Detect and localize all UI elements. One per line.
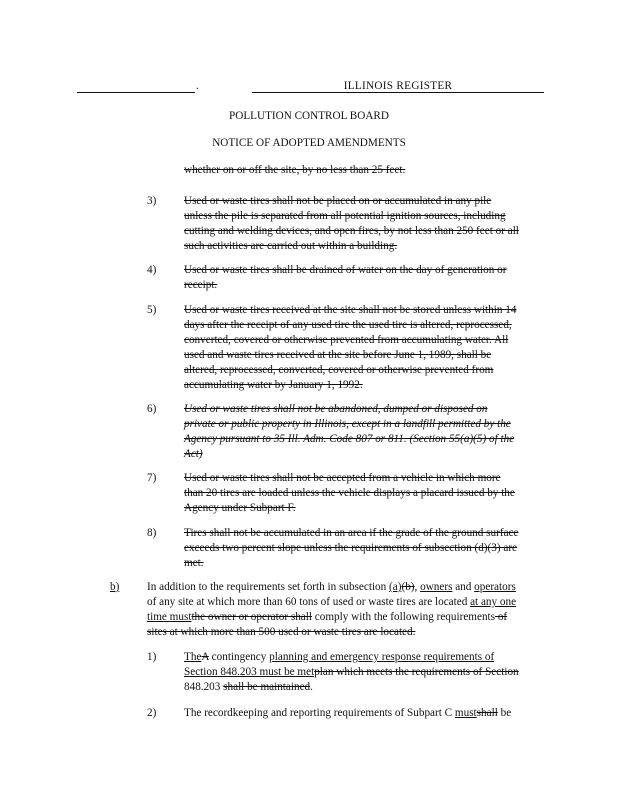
intro-line: whether on or off the site, by no less than 25 feet. (184, 164, 406, 176)
item-8-line-2: exceeds two percent slope unless the requirements of subsection (d)(3) are (184, 542, 518, 554)
subsection-b-line-3: time mustthe owner or operator shall comply with the following requirements of (147, 611, 508, 623)
item-5-line-2: days after the receipt of any used tire the used tire is altered, reprocessed, (184, 319, 512, 331)
item-7-line-1: Used or waste tires shall not be accepted from a vehicle in which more (184, 472, 501, 484)
sub-1-line-1: TheA contingency planning and emergency response requirements of (184, 651, 495, 663)
item-5-line-1: Used or waste tires received at the site shall not be stored unless within 14 (184, 304, 517, 316)
sub-2-line-1: The recordkeeping and reporting requirements of Subpart C mustshall be (184, 707, 512, 719)
item-5-line-6: accumulating water by January 1, 1992. (184, 379, 363, 391)
item-3-line-1: Used or waste tires shall not be placed on or accumulated in any pile (184, 195, 492, 207)
header-rule-right (252, 92, 544, 93)
item-7-line-3: Agency under Subpart F. (184, 502, 296, 514)
item-5-line-5: altered, reprocessed, converted, covered or otherwise prevented from (184, 364, 494, 376)
item-3-number: 3) (147, 195, 157, 207)
sub-1-line-2: Section 848.203 must be metplan which meets the requirements of Section (184, 666, 519, 678)
header-register-title: ILLINOIS REGISTER (343, 80, 453, 92)
subsection-b-line-4: sites at which more than 500 used or waste tires are located. (147, 626, 416, 638)
item-6-line-3: Agency pursuant to 35 Ill. Adm. Code 807 or 811. (Section 55(a)(5) of the (184, 433, 515, 445)
item-3-line-3: cutting and welding devices, and open fires, by not less than 250 feet or all (184, 225, 519, 237)
item-7-number: 7) (147, 472, 157, 484)
subsection-b-line-1: In addition to the requirements set forth in subsection (a)(b), owners and operators (147, 581, 516, 593)
item-5-number: 5) (147, 304, 157, 316)
item-3-line-4: such activities are carried out within a building. (184, 240, 398, 252)
item-6-line-4: Act) (184, 448, 203, 460)
sub-1-line-3: 848.203 shall be maintained. (184, 681, 313, 693)
header-notice: NOTICE OF ADOPTED AMENDMENTS (212, 137, 406, 149)
item-6-line-2: private or public property in Illinois, except in a landfill permitted by the (184, 418, 511, 430)
subsection-b-line-2: of any site at which more than 60 tons of used or waste tires are located at any one (147, 596, 517, 608)
item-8-number: 8) (147, 527, 157, 539)
item-4-line-2: receipt. (184, 279, 218, 291)
header-rule-left (77, 92, 195, 93)
header-board: POLLUTION CONTROL BOARD (229, 110, 389, 122)
item-8-line-1: Tires shall not be accumulated in an area if the grade of the ground surface (184, 527, 519, 539)
sub-1-number: 1) (147, 651, 157, 663)
subsection-b-label: b) (110, 581, 120, 593)
item-6-line-1: Used or waste tires shall not be abandoned, dumped or disposed on (184, 403, 488, 415)
header-dot: . (196, 80, 199, 92)
item-8-line-3: met. (184, 557, 204, 569)
item-4-number: 4) (147, 264, 157, 276)
item-3-line-2: unless the pile is separated from all potential ignition sources, including (184, 210, 506, 222)
item-5-line-3: converted, covered or otherwise prevented from accumulating water. All (184, 334, 509, 346)
item-6-number: 6) (147, 403, 157, 415)
sub-2-number: 2) (147, 707, 157, 719)
item-5-line-4: used and waste tires received at the site before June 1, 1989, shall be (184, 349, 492, 361)
item-4-line-1: Used or waste tires shall be drained of water on the day of generation or (184, 264, 507, 276)
item-7-line-2: than 20 tires are loaded unless the vehicle displays a placard issued by the (184, 487, 515, 499)
